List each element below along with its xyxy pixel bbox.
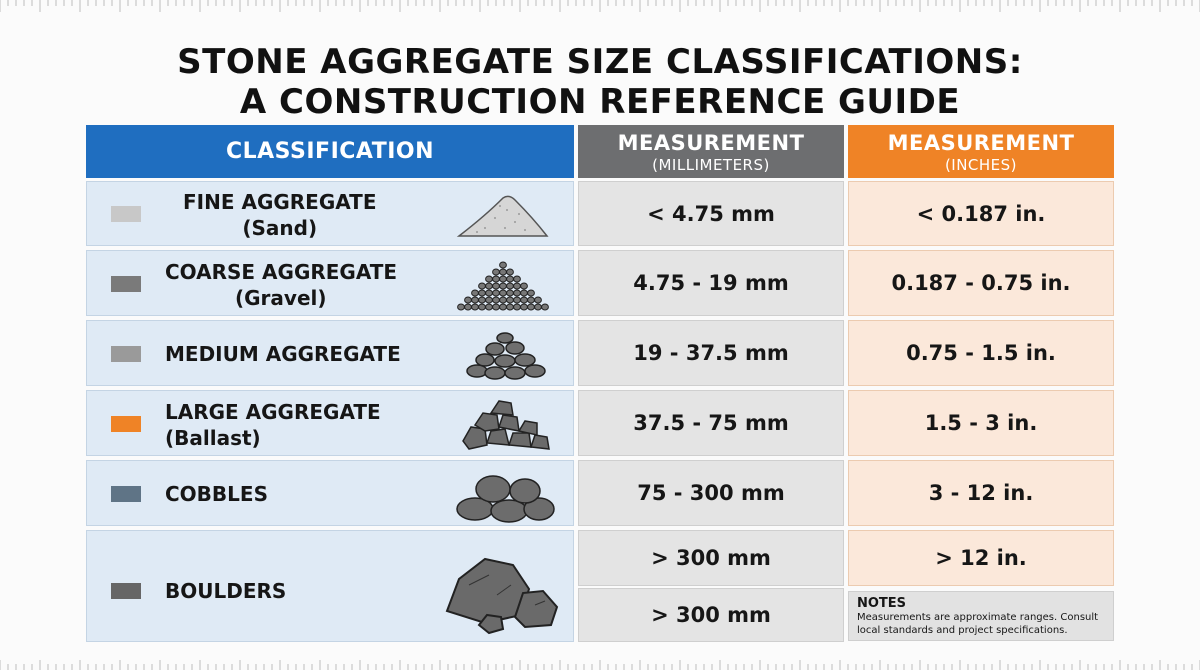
classification-subname: (Gravel) — [235, 286, 327, 310]
classification-cell-coarse — [86, 250, 574, 316]
gravel-pile-icon — [453, 257, 553, 311]
boulders-icon — [439, 545, 563, 637]
color-swatch — [111, 346, 141, 362]
mm-cell-fine: < 4.75 mm — [578, 181, 844, 246]
mm-cell-medium: 19 - 37.5 mm — [578, 320, 844, 386]
top-ruler-decoration — [0, 0, 1200, 32]
header-mm-sub: (MILLIMETERS) — [652, 156, 770, 174]
in-cell-boulders: > 12 in. — [848, 530, 1114, 586]
ballast-stones-icon — [457, 397, 557, 453]
classification-label — [165, 578, 286, 604]
classification-cell-medium — [86, 320, 574, 386]
header-inches — [848, 125, 1114, 178]
classification-cell-fine — [86, 181, 574, 246]
mm-cell-coarse: 4.75 - 19 mm — [578, 250, 844, 316]
in-cell-medium: 0.75 - 1.5 in. — [848, 320, 1114, 386]
title-line-2: A CONSTRUCTION REFERENCE GUIDE — [239, 82, 961, 122]
header-mm-main: MEASUREMENT — [617, 131, 805, 155]
mm-cell-boulders: > 300 mm — [578, 530, 844, 586]
classification-name: COBBLES — [165, 482, 268, 506]
mm-cell-cobbles: 75 - 300 mm — [578, 460, 844, 526]
in-cell-cobbles: 3 - 12 in. — [848, 460, 1114, 526]
classification-name: MEDIUM AGGREGATE — [165, 342, 401, 366]
header-in-main: MEASUREMENT — [887, 131, 1075, 155]
classification-cell-cobbles — [86, 460, 574, 526]
sand-pile-icon — [455, 188, 551, 240]
notes-box — [848, 591, 1114, 641]
color-swatch — [111, 583, 141, 599]
title-line-1: STONE AGGREGATE SIZE CLASSIFICATIONS: — [177, 42, 1023, 82]
color-swatch — [111, 206, 141, 222]
mm-cell-boulders-repeat: > 300 mm — [578, 588, 844, 642]
medium-stones-icon — [463, 329, 555, 381]
classification-label — [165, 259, 397, 311]
classification-label — [183, 189, 377, 241]
notes-text: Measurements are approximate ranges. Consult local standards and project specifications. — [857, 612, 1099, 636]
classification-subname: (Ballast) — [165, 426, 261, 450]
in-cell-coarse: 0.187 - 0.75 in. — [848, 250, 1114, 316]
mm-cell-large: 37.5 - 75 mm — [578, 390, 844, 456]
classification-name: COARSE AGGREGATE — [165, 260, 398, 284]
page-title — [0, 42, 1200, 122]
header-millimeters — [578, 125, 844, 178]
classification-label — [165, 341, 401, 367]
classification-subname: (Sand) — [242, 216, 318, 240]
in-cell-large: 1.5 - 3 in. — [848, 390, 1114, 456]
header-classification: CLASSIFICATION — [86, 125, 574, 178]
classification-cell-large — [86, 390, 574, 456]
classification-label — [165, 481, 268, 507]
notes-title: NOTES — [857, 596, 907, 611]
cobbles-icon — [453, 465, 557, 525]
color-swatch — [111, 486, 141, 502]
classification-name: BOULDERS — [165, 579, 287, 603]
classification-name: FINE AGGREGATE — [183, 190, 377, 214]
header-in-sub: (INCHES) — [944, 156, 1018, 174]
color-swatch — [111, 276, 141, 292]
classification-name: LARGE AGGREGATE — [165, 400, 381, 424]
classification-cell-boulders — [86, 530, 574, 642]
classification-label — [165, 399, 381, 451]
color-swatch — [111, 416, 141, 432]
bottom-ruler-decoration — [0, 648, 1200, 670]
in-cell-fine: < 0.187 in. — [848, 181, 1114, 246]
